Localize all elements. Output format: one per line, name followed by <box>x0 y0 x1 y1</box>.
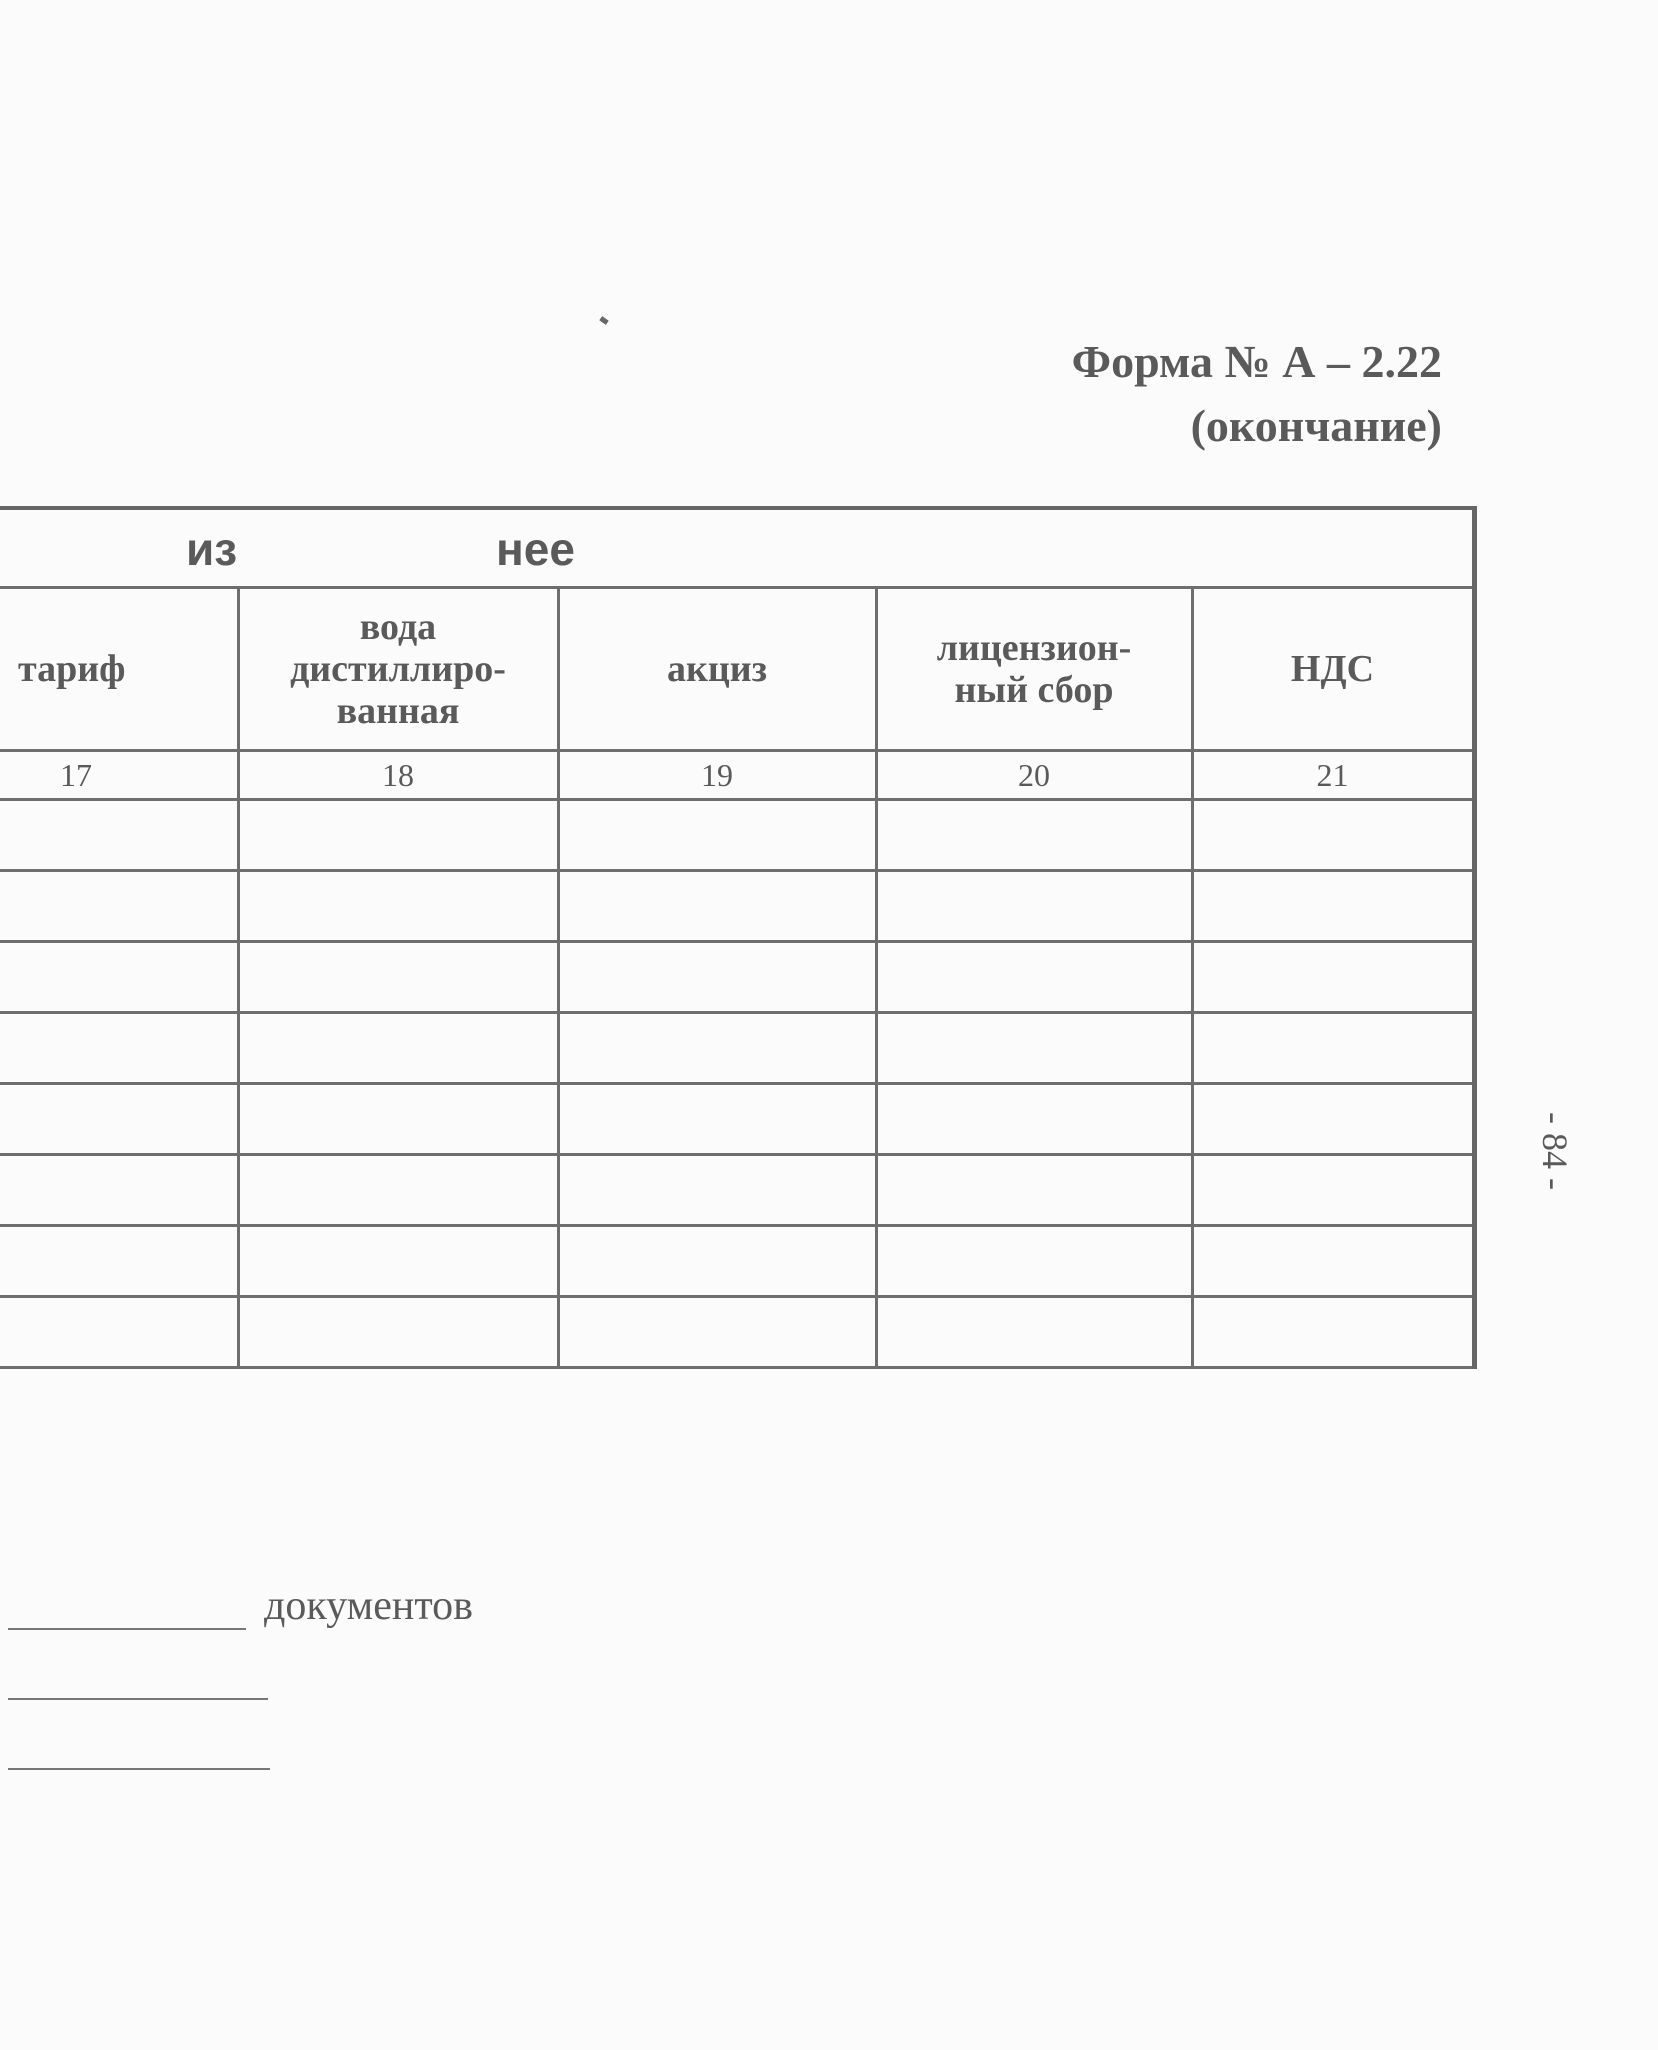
column-header-vat: НДС <box>1192 588 1474 751</box>
page-number: - 84 - <box>1534 1112 1575 1190</box>
table-row <box>0 800 1474 871</box>
form-header <box>1072 330 1442 458</box>
table-cell[interactable] <box>1192 1013 1474 1084</box>
documents-count-blank[interactable] <box>8 1580 246 1630</box>
summary-section <box>8 1580 473 1790</box>
table-cell[interactable] <box>876 1084 1192 1155</box>
table-cell[interactable] <box>238 1013 558 1084</box>
table-cell[interactable] <box>0 1013 238 1084</box>
documents-label: документов <box>264 1583 473 1629</box>
table-cell[interactable] <box>0 1084 238 1155</box>
column-number-19: 19 <box>558 751 876 800</box>
documents-count-line <box>8 1580 473 1650</box>
table-cell[interactable] <box>558 1297 876 1368</box>
table-cell[interactable] <box>558 1013 876 1084</box>
table-row <box>0 871 1474 942</box>
group-header-word-from: из <box>186 523 238 575</box>
signature-line-2 <box>8 1720 473 1790</box>
table-cell[interactable] <box>876 800 1192 871</box>
column-header-license-fee: лицензион- ный сбор <box>876 588 1192 751</box>
table-row <box>0 942 1474 1013</box>
column-header-tariff: тариф <box>0 588 238 751</box>
table-cell[interactable] <box>1192 1155 1474 1226</box>
table-cell[interactable] <box>0 1297 238 1368</box>
table-cell[interactable] <box>876 1013 1192 1084</box>
table-cell[interactable] <box>558 800 876 871</box>
table-cell[interactable] <box>558 942 876 1013</box>
table-cell[interactable] <box>1192 1297 1474 1368</box>
table-cell[interactable] <box>876 1226 1192 1297</box>
table-cell[interactable] <box>0 1155 238 1226</box>
column-header-row <box>0 588 1474 751</box>
scan-speck <box>599 316 608 325</box>
form-table <box>0 506 1474 1369</box>
table-cell[interactable] <box>876 942 1192 1013</box>
form-number: Форма № А – 2.22 <box>1071 336 1442 387</box>
table-cell[interactable] <box>238 942 558 1013</box>
table-row <box>0 1226 1474 1297</box>
signature-blank-2[interactable] <box>8 1720 270 1770</box>
signature-line-1 <box>8 1650 473 1720</box>
group-header-word-it: нее <box>496 523 575 575</box>
table-cell[interactable] <box>876 1155 1192 1226</box>
column-number-17: 17 <box>0 751 238 800</box>
column-header-distilled-water: вода дистиллиро- ванная <box>238 588 558 751</box>
table-row <box>0 1013 1474 1084</box>
table-cell[interactable] <box>1192 871 1474 942</box>
column-number-row <box>0 751 1474 800</box>
column-number-21: 21 <box>1192 751 1474 800</box>
table-cell[interactable] <box>558 1155 876 1226</box>
table-cell[interactable] <box>558 871 876 942</box>
table-cell[interactable] <box>876 1297 1192 1368</box>
table-cell[interactable] <box>238 800 558 871</box>
table-cell[interactable] <box>238 871 558 942</box>
table-cell[interactable] <box>238 1297 558 1368</box>
table-cell[interactable] <box>0 800 238 871</box>
table-cell[interactable] <box>0 1226 238 1297</box>
table-row <box>0 1297 1474 1368</box>
table-cell[interactable] <box>0 942 238 1013</box>
table-cell[interactable] <box>1192 942 1474 1013</box>
group-header-cell <box>0 508 1474 588</box>
table-cell[interactable] <box>238 1155 558 1226</box>
table-cell[interactable] <box>876 871 1192 942</box>
table-row <box>0 1155 1474 1226</box>
table-cell[interactable] <box>1192 800 1474 871</box>
table-cell[interactable] <box>238 1226 558 1297</box>
table-cell[interactable] <box>558 1084 876 1155</box>
table-cell[interactable] <box>1192 1226 1474 1297</box>
signature-blank-1[interactable] <box>8 1650 268 1700</box>
table-cell[interactable] <box>558 1226 876 1297</box>
table-row <box>0 1084 1474 1155</box>
table-cell[interactable] <box>0 871 238 942</box>
table-cell[interactable] <box>238 1084 558 1155</box>
table-cell[interactable] <box>1192 1084 1474 1155</box>
column-number-20: 20 <box>876 751 1192 800</box>
column-number-18: 18 <box>238 751 558 800</box>
column-header-excise: акциз <box>558 588 876 751</box>
form-continuation-note: (окончание) <box>1190 400 1442 451</box>
group-header-row <box>0 508 1474 588</box>
